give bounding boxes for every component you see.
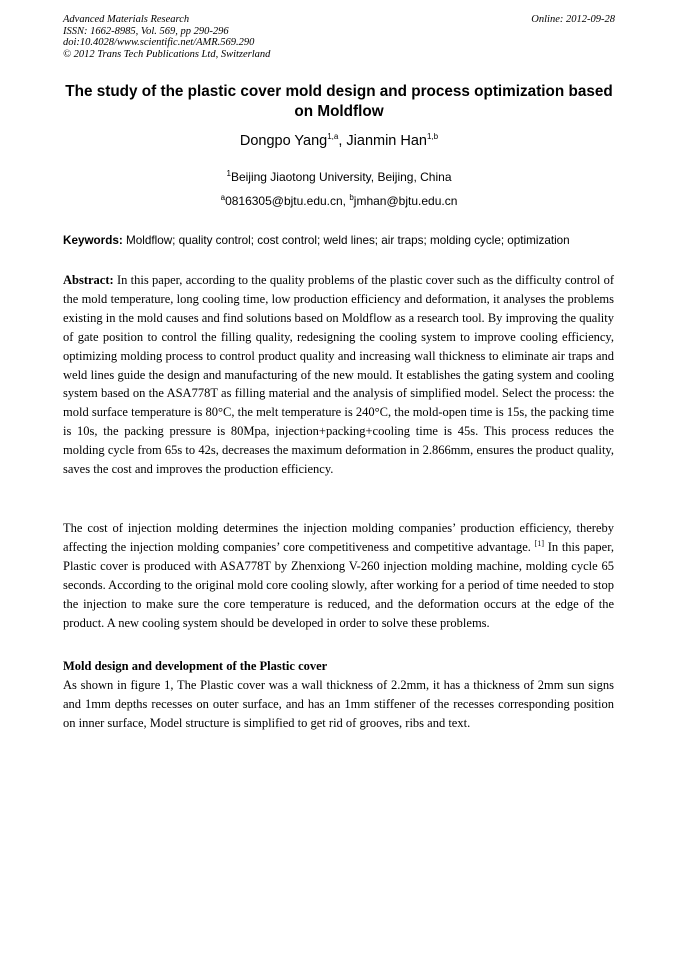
email-b-superscript: b <box>349 193 354 202</box>
section-paragraph: As shown in figure 1, The Plastic cover was a wall thickness of 2.2mm, it has a thickness of 2mm sun signs and 1mm depths recesses on outer surface, and has an 1mm stiffener of the recesses corresponding position on inner surface, Model structure is simplified to get rid of grooves, ribs and text. <box>63 677 614 730</box>
intro-text-1: The cost of injection molding determines the injection molding companies’ production efficiency, thereby affecting the injection molding companies’ core competitiveness and competitive advantage. <box>63 521 614 554</box>
affiliation-text: Beijing Jiaotong University, Beijing, China <box>230 170 452 184</box>
doi-line: doi:10.4028/www.scientific.net/AMR.569.290 <box>63 37 255 48</box>
journal-name: Advanced Materials Research <box>63 14 190 25</box>
section-mold-design <box>63 657 614 733</box>
reference-citation: [1] <box>534 538 544 548</box>
author-1-superscript: 1,a <box>327 132 339 142</box>
introduction-paragraph <box>63 519 614 632</box>
keywords-label: Keywords: <box>63 234 123 247</box>
email-line <box>63 194 615 208</box>
affiliation <box>63 170 615 184</box>
abstract-label: Abstract: <box>63 273 114 287</box>
keywords-text: Moldflow; quality control; cost control; weld lines; air traps; molding cycle; optimization <box>122 234 570 247</box>
author-2-superscript: 1,b <box>427 132 439 142</box>
email-a: 0816305@bjtu.edu.cn, <box>225 194 350 208</box>
journal-header <box>63 14 615 60</box>
affiliation-superscript: 1 <box>226 169 231 178</box>
abstract <box>63 271 614 479</box>
author-line <box>63 133 615 149</box>
section-heading: Mold design and development of the Plastic cover <box>63 659 328 673</box>
author-separator: , <box>338 133 347 149</box>
author-2: Jianmin Han <box>346 133 427 149</box>
keywords <box>63 234 623 247</box>
copyright-line: © 2012 Trans Tech Publications Ltd, Switzerland <box>63 48 271 60</box>
online-date: Online: 2012-09-28 <box>531 14 615 25</box>
paper-title: The study of the plastic cover mold design and process optimization based on Moldflow <box>65 83 613 120</box>
author-1: Dongpo Yang <box>239 133 328 149</box>
abstract-text: In this paper, according to the quality problems of the plastic cover such as the difficulty control of the mold temperature, long cooling time, low production efficiency and deformation, it analyses the problems existing in the mold causes and find solutions based on Moldflow as a research tool. By improving the quality of gate position to control the filling quality, redesigning the cooling system to improve cooling efficiency, optimizing molding process to control product quality and increasing wall thickness to eliminate air traps and weld lines guide the design and manufacturing of the new mould. It establishes the gating system and cooling system based on the ASA778T as filling material and the analysis of simplified model. Select the process: the mold surface temperature is 80°C, the melt temperature is 240°C, the mold-open time is 15s, the packing time is 10s, the packing pressure is 80Mpa, injection+packing+cooling time is 45s. This process reduces the molding cycle from 65s to 42s, decreases the maximum deformation in 2.866mm, ensures the product quality, saves the cost and improves the production efficiency. <box>63 273 614 477</box>
email-b: jmhan@bjtu.edu.cn <box>353 194 458 208</box>
intro-text-2: In this paper, Plastic cover is produced with ASA778T by Zhenxiong V-260 injection molding machine, molding cycle 65 seconds. According to the original mold core cooling slowly, after working for a period of time needed to stop the injection to make sure the core temperature is reduced, and the deformation occurs at the edge of the product. A new cooling system should be developed in order to solve these problems. <box>63 539 615 630</box>
email-a-superscript: a <box>220 193 226 202</box>
issn-line: ISSN: 1662-8985, Vol. 569, pp 290-296 <box>63 25 229 37</box>
